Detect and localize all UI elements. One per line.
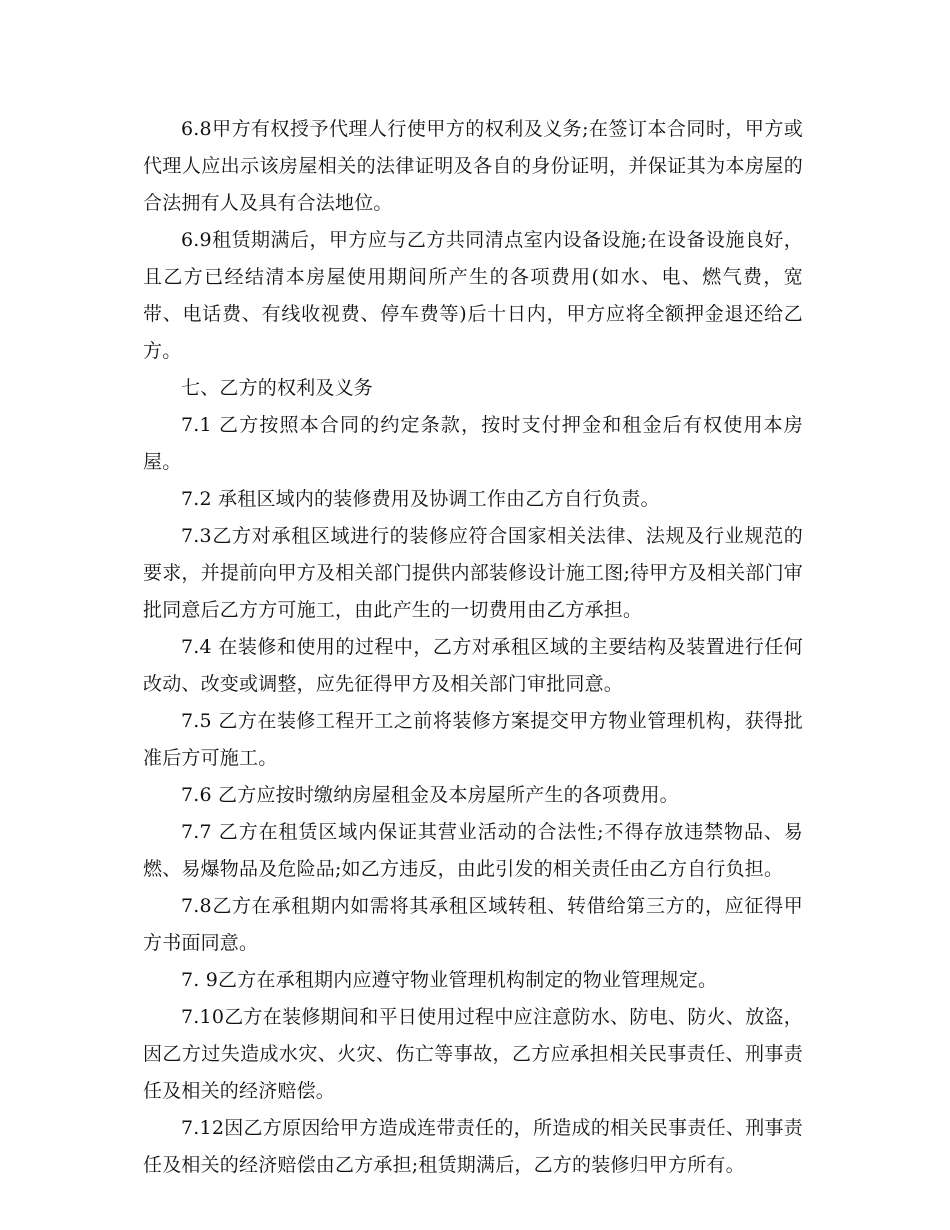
paragraph-7-1: 7.1 乙方按照本合同的约定条款，按时支付押金和租金后有权使用本房屋。 [143,414,803,473]
paragraph-7-9: 7. 9乙方在承租期内应遵守物业管理机构制定的物业管理规定。 [181,969,718,991]
paragraph-7-3: 7.3乙方对承租区域进行的装修应符合国家相关法律、法规及行业规范的要求，并提前向甲方及相关部门提供内部装修设计施工图;待甲方及相关部门审批同意后乙方方可施工，由此产生的一切费用由乙方承担。 [143,525,803,621]
paragraph-7-10: 7.10乙方在装修期间和平日使用过程中应注意防水、防电、防火、放盗，因乙方过失造成水灾、火灾、伤亡等事故，乙方应承担相关民事责任、刑事责任及相关的经济赔偿。 [143,1006,803,1102]
paragraph-7-2: 7.2 承租区域内的装修费用及协调工作由乙方自行负责。 [181,488,660,510]
paragraph-6-8: 6.8甲方有权授予代理人行使甲方的权利及义务;在签订本合同时，甲方或代理人应出示该房屋相关的法律证明及各自的身份证明，并保证其为本房屋的合法拥有人及具有合法地位。 [143,118,803,214]
paragraph-7-8: 7.8乙方在承租期内如需将其承租区域转租、转借给第三方的，应征得甲方书面同意。 [143,895,803,954]
paragraph-7-7: 7.7 乙方在租赁区域内保证其营业活动的合法性;不得存放违禁物品、易燃、易爆物品及危险品;如乙方违反，由此引发的相关责任由乙方自行负担。 [143,821,803,880]
document-body [143,111,803,1184]
paragraph-7-5: 7.5 乙方在装修工程开工之前将装修方案提交甲方物业管理机构，获得批准后方可施工。 [143,710,803,769]
paragraph-7-12: 7.12因乙方原因给甲方造成连带责任的，所造成的相关民事责任、刑事责任及相关的经济赔偿由乙方承担;租赁期满后，乙方的装修归甲方所有。 [143,1117,803,1176]
paragraph-7-4: 7.4 在装修和使用的过程中，乙方对承租区域的主要结构及装置进行任何改动、改变或调整，应先征得甲方及相关部门审批同意。 [143,636,803,695]
paragraph-6-9: 6.9租赁期满后，甲方应与乙方共同清点室内设备设施;在设备设施良好，且乙方已经结清本房屋使用期间所产生的各项费用(如水、电、燃气费，宽带、电话费、有线收视费、停车费等)后十日内，甲方应将全额押金退还给乙方。 [143,229,803,362]
paragraph-7-6: 7.6 乙方应按时缴纳房屋租金及本房屋所产生的各项费用。 [181,784,679,806]
section-heading-7: 七、乙方的权利及义务 [181,377,374,399]
